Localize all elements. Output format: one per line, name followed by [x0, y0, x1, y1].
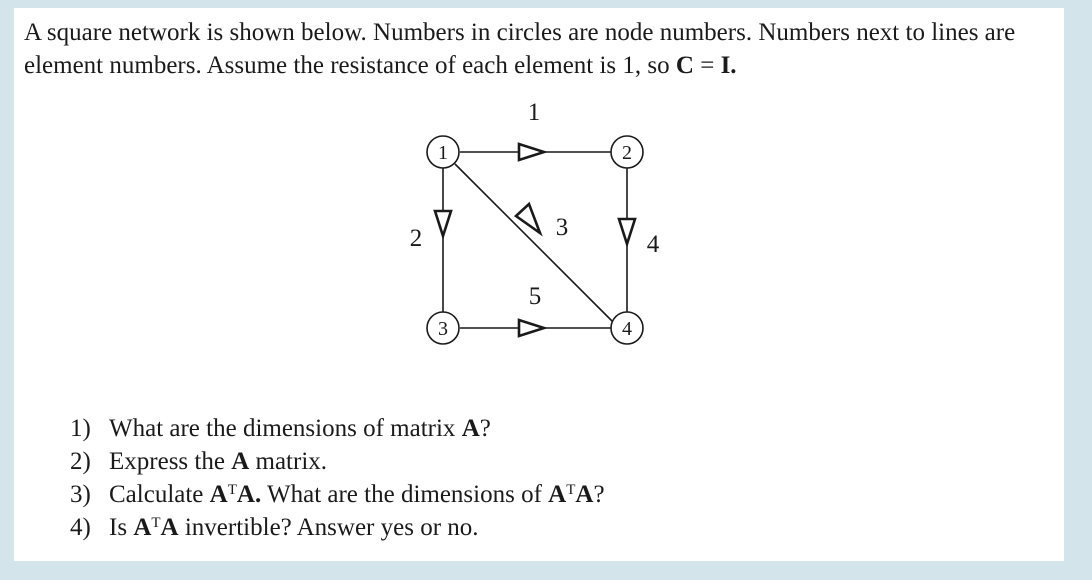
- equals-sign: =: [693, 52, 721, 79]
- node-3-label: 3: [438, 318, 448, 340]
- matrix-a-symbol: A.: [236, 481, 262, 508]
- question-number: 2): [70, 448, 91, 475]
- node-1-label: 1: [438, 142, 448, 164]
- question-text: Is: [109, 514, 134, 541]
- question-text: invertible? Answer yes or no.: [178, 514, 479, 541]
- matrix-a-symbol: A: [231, 448, 250, 475]
- matrix-a-symbol: A: [209, 481, 228, 508]
- node-3: [427, 312, 459, 344]
- question-text: ?: [593, 481, 605, 508]
- node-1: [427, 136, 459, 168]
- question-text: What are the dimensions of: [261, 481, 549, 508]
- transpose-superscript: T: [151, 515, 161, 531]
- question-text: matrix.: [249, 448, 328, 475]
- matrix-c-symbol: C: [675, 52, 694, 79]
- problem-card: [14, 8, 1064, 561]
- matrix-a-symbol: A: [575, 481, 594, 508]
- node-4-label: 4: [622, 318, 632, 340]
- element-4-arrow-icon: [619, 219, 635, 244]
- element-3-label: 3: [555, 214, 569, 241]
- intro-text: A square network is shown below. Numbers in circles are node numbers. Numbers next to lines are element numbers. Assume the resistance of each element is 1, so: [24, 19, 1016, 79]
- question-item: [70, 412, 605, 445]
- node-2: [611, 136, 643, 168]
- element-2-label: 2: [409, 225, 423, 252]
- node-4: [611, 312, 643, 344]
- matrix-a-symbol: A: [133, 514, 152, 541]
- question-list: [70, 412, 605, 544]
- question-text: What are the dimensions of matrix: [109, 415, 462, 442]
- question-item: [70, 478, 605, 511]
- question-number: 4): [70, 514, 91, 541]
- question-text: Calculate: [109, 481, 210, 508]
- matrix-a-symbol: A: [160, 514, 179, 541]
- element-5-arrow-icon: [519, 320, 544, 336]
- element-1-label: 1: [527, 99, 541, 126]
- question-number: 1): [70, 415, 91, 442]
- element-2-arrow-icon: [435, 211, 451, 236]
- question-number: 3): [70, 481, 91, 508]
- matrix-a-symbol: A: [461, 415, 480, 442]
- element-5-label: 5: [528, 283, 542, 310]
- transpose-superscript: T: [566, 482, 576, 498]
- question-text: ?: [479, 415, 491, 442]
- question-item: [70, 445, 605, 478]
- element-1-arrow-icon: [519, 144, 544, 160]
- question-item: [70, 511, 605, 544]
- node-2-label: 2: [622, 142, 632, 164]
- identity-matrix-symbol: I.: [720, 52, 737, 79]
- element-4-label: 4: [646, 231, 660, 258]
- question-text: Express the: [109, 448, 232, 475]
- square-network-diagram: [14, 8, 1064, 408]
- transpose-superscript: T: [227, 482, 237, 498]
- matrix-a-symbol: A: [548, 481, 567, 508]
